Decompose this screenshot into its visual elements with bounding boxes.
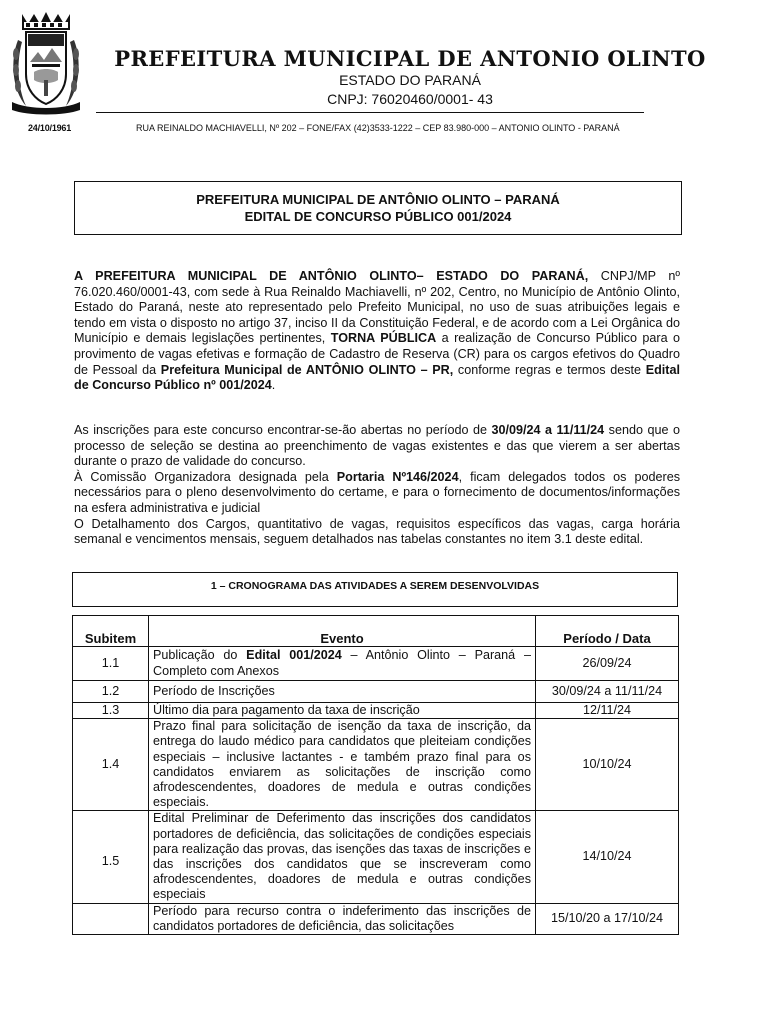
address-line: RUA REINALDO MACHIAVELLI, Nº 202 – FONE/FAX (42)3533-1222 – CEP 83.980-000 – ANTONIO OLINTO - PARANÁ xyxy=(136,123,620,133)
intro-end: . xyxy=(271,378,276,393)
row-event xyxy=(149,647,536,681)
edital-title-line1: PREFEITURA MUNICIPAL DE ANTÔNIO OLINTO – PARANÁ xyxy=(196,192,560,207)
schedule-table xyxy=(72,615,679,935)
header-periodo: Período / Data xyxy=(536,616,679,647)
registration-dates: 30/09/24 a 11/11/24 xyxy=(491,423,605,437)
table-header-row xyxy=(73,616,679,647)
table-row xyxy=(73,811,679,903)
intro-edital-bold: Edital de Concurso Público nº 001/2024 xyxy=(74,362,680,393)
row-event: Edital Preliminar de Deferimento das inscrições dos candidatos portadores de deficiência, das solicitações de condições especiais para realização das provas, das isenções das taxas de inscrições e das inscrições dos candidatos que se inscreveram como afrodescendentes, doadores de medula e outras condições especiais xyxy=(149,811,536,903)
row-period: 10/10/24 xyxy=(536,719,679,811)
row-event-pre: Publicação do xyxy=(153,648,247,663)
header-subitem: Subitem xyxy=(73,616,149,647)
intro-prefeitura-bold: Prefeitura Municipal de ANTÔNIO OLINTO – PR, xyxy=(160,362,454,377)
row-event-post: – Antônio Olinto – Paraná – Completo com Anexos xyxy=(153,648,531,678)
row-event: Período para recurso contra o indeferimento das inscrições de candidatos portadores de deficiência, das solicitações xyxy=(149,903,536,934)
intro-text-3: conforme regras e termos deste xyxy=(453,362,646,377)
row-period: 15/10/20 a 17/10/24 xyxy=(536,903,679,934)
commission-rest: , ficam delegados todos os poderes necessários para o pleno desenvolvimento do certame, e para o fornecimento de documentos/informações na esfera administrativa e judicial xyxy=(74,469,681,515)
row-event: Prazo final para solicitação de isenção da taxa de inscrição, da entrega do laudo médico para candidatos que pleiteiam condições especiais – inclusive lactantes - e também prazo final para os candidatos enviarem as solicitações de inscrição como afrodescendentes, doadores de medula e outras condições especiais. xyxy=(149,719,536,811)
header-divider xyxy=(96,112,644,113)
cnpj-number: CNPJ: 76020460/0001- 43 xyxy=(327,91,493,107)
founding-date: 24/10/1961 xyxy=(28,123,72,133)
row-event: Último dia para pagamento da taxa de inscrição xyxy=(149,703,536,719)
section-heading-box: 1 – CRONOGRAMA DAS ATIVIDADES A SEREM DESENVOLVIDAS xyxy=(72,572,678,607)
row-period: 30/09/24 a 11/11/24 xyxy=(536,681,679,703)
table-row xyxy=(73,719,679,811)
table-row xyxy=(73,647,679,681)
positions-paragraph: O Detalhamento dos Cargos, quantitativo de vagas, requisitos específicos das vagas, carga horária semanal e vencimentos mensais, seguem detalhados nas tabelas constantes no item 3.1 deste edital. xyxy=(74,516,680,547)
intro-paragraph xyxy=(74,269,680,394)
intro-lead: A PREFEITURA MUNICIPAL DE ANTÔNIO OLINTO– ESTADO DO PARANÁ, xyxy=(74,269,589,283)
row-period: 12/11/24 xyxy=(536,703,679,719)
edital-title-line2: EDITAL DE CONCURSO PÚBLICO 001/2024 xyxy=(244,209,512,224)
commission-text: À Comissão Organizadora designada pela xyxy=(74,469,337,484)
row-subitem: 1.1 xyxy=(73,647,149,681)
municipality-title: PREFEITURA MUNICIPAL DE ANTONIO OLINTO xyxy=(114,46,706,71)
registration-rest: sendo que o processo de seleção se destina ao preenchimento de vagas existentes e das que vierem a ser abertas durante o prazo de validade do concurso. xyxy=(74,423,681,469)
commission-paragraph xyxy=(74,470,680,517)
table-row xyxy=(73,681,679,703)
edital-title-box xyxy=(74,181,682,235)
intro-text-2: a realização de Concurso Público para o provimento de vagas efetivas e formação de Cadastro de Reserva (CR) para os cargos efetivos do Quadro de Pessoal da xyxy=(74,331,681,377)
row-period: 14/10/24 xyxy=(536,811,679,903)
row-subitem: 1.3 xyxy=(73,703,149,719)
portaria-number: Portaria Nº146/2024 xyxy=(336,469,459,484)
info-paragraphs xyxy=(74,423,680,548)
row-period: 26/09/24 xyxy=(536,647,679,681)
row-subitem: 1.2 xyxy=(73,681,149,703)
intro-torna-publica: TORNA PÚBLICA xyxy=(330,331,437,346)
registration-paragraph xyxy=(74,423,680,470)
registration-text: As inscrições para este concurso encontrar-se-ão abertas no período de xyxy=(74,423,492,437)
row-event: Período de Inscrições xyxy=(149,681,536,703)
intro-text-1: CNPJ/MP nº 76.020.460/0001-43, com sede à Rua Reinaldo Machiavelli, nº 202, Centro, no Município de Antônio Olinto, Estado do Paraná, neste ato representado pelo Prefeito Municipal, no uso de suas atribuições legais e tendo em vista o disposto no artigo 37, inciso II da Constituição Federal, e de acordo com a Lei Orgânica do Município e demais legislações pertinentes, xyxy=(74,269,680,346)
table-row xyxy=(73,903,679,934)
header-evento: Evento xyxy=(149,616,536,647)
row-event-bold: Edital 001/2024 xyxy=(246,648,342,663)
row-subitem: 1.4 xyxy=(73,719,149,811)
row-subitem xyxy=(73,903,149,934)
row-subitem: 1.5 xyxy=(73,811,149,903)
table-row xyxy=(73,703,679,719)
state-name: ESTADO DO PARANÁ xyxy=(339,72,481,88)
